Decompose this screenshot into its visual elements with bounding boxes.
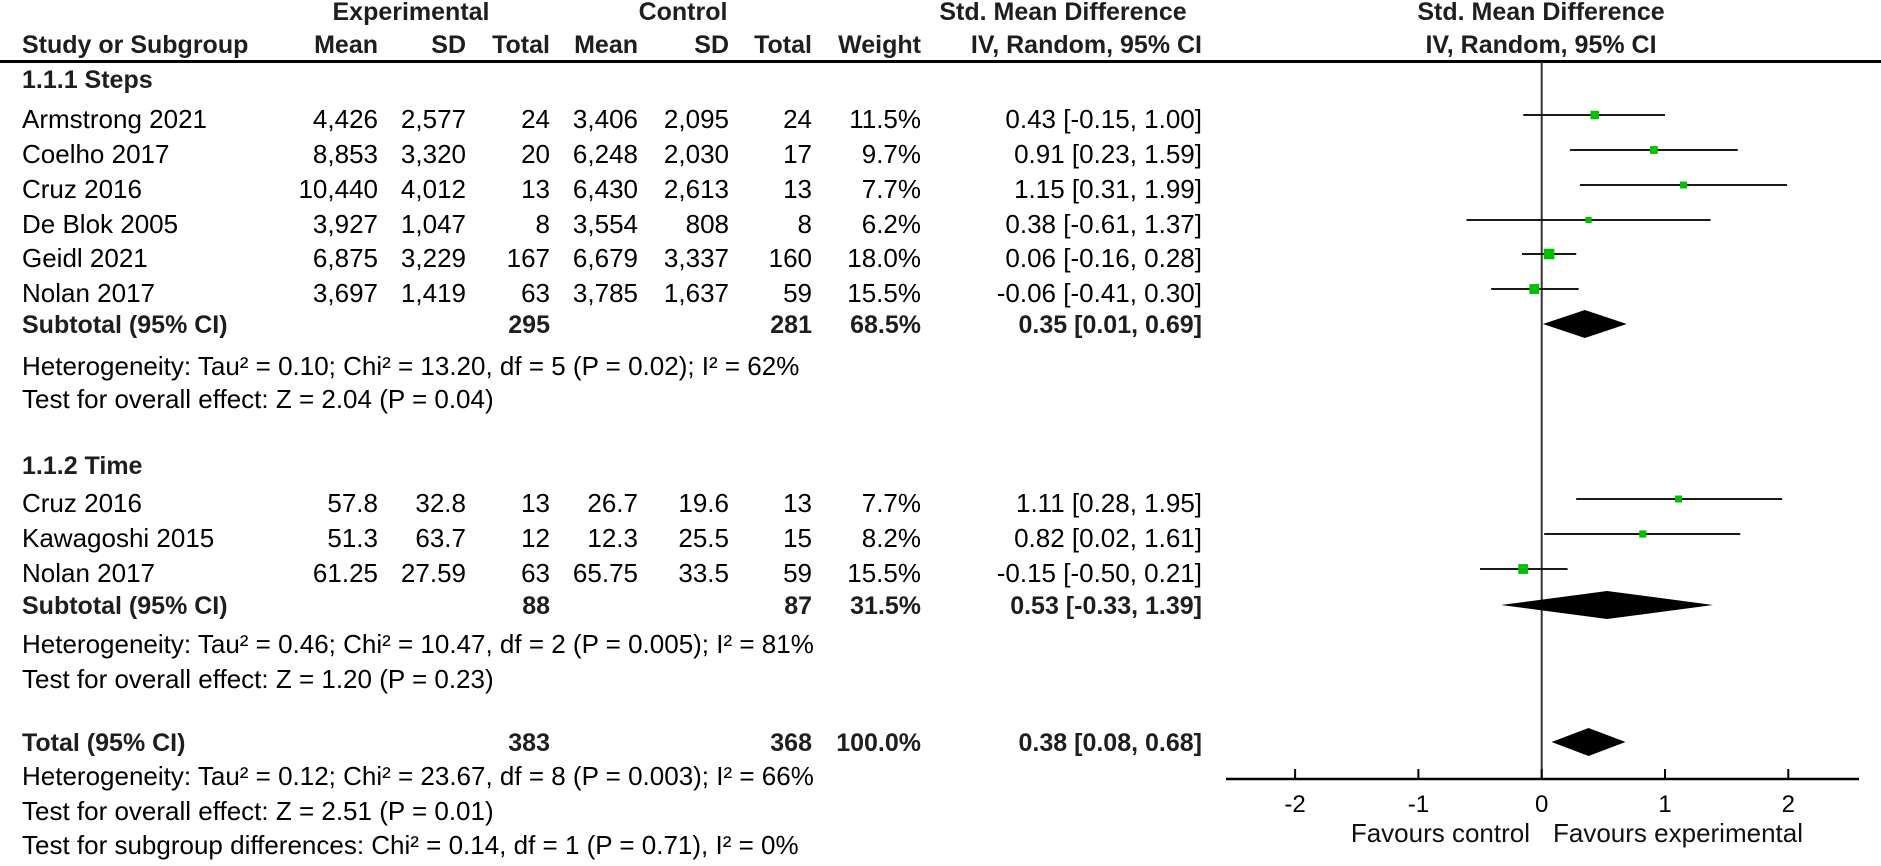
experimental-sd: 63.7 <box>415 523 466 553</box>
study-smd-ci: -0.06 [-0.41, 0.30] <box>996 278 1202 308</box>
subtotal-smd-ci: 0.35 [0.01, 0.69] <box>1018 311 1202 339</box>
total-weight: 100.0% <box>836 729 921 757</box>
total-experimental-total: 383 <box>508 729 550 757</box>
axis-tick-label: 0 <box>1535 791 1549 818</box>
control-total: 15 <box>783 523 812 553</box>
experimental-total: 24 <box>521 104 550 134</box>
experimental-mean: 3,697 <box>312 278 378 308</box>
control-sd: 2,030 <box>663 139 729 169</box>
experimental-total-header: Total <box>492 31 550 59</box>
study-weight: 15.5% <box>847 278 921 308</box>
experimental-sd-header: SD <box>431 31 466 59</box>
control-total: 17 <box>783 139 812 169</box>
control-mean: 26.7 <box>587 488 638 518</box>
control-sd: 3,337 <box>663 243 729 273</box>
subgroup-title: 1.1.1 Steps <box>22 66 153 94</box>
axis-tick-label: 1 <box>1658 791 1672 818</box>
heterogeneity-row <box>0 629 1881 659</box>
total-control-total: 368 <box>770 729 812 757</box>
favours-control-label: Favours control <box>1350 818 1530 848</box>
control-sd: 25.5 <box>678 523 729 553</box>
study-row <box>0 523 1881 553</box>
total-row <box>0 728 1881 758</box>
subgroup-differences-text: Test for subgroup differences: Chi² = 0.14, df = 1 (P = 0.71), I² = 0% <box>22 830 799 860</box>
overall-effect-row <box>0 664 1881 694</box>
study-name: De Blok 2005 <box>22 209 179 239</box>
study-smd-ci: 1.11 [0.28, 1.95] <box>1016 488 1202 518</box>
study-smd-ci: 0.43 [-0.15, 1.00] <box>1005 104 1202 134</box>
subgroup-title-row <box>0 451 1881 481</box>
study-weight: 7.7% <box>861 488 921 518</box>
axis-tick-label: 2 <box>1781 791 1795 818</box>
overall-effect-row <box>0 384 1881 414</box>
experimental-total: 20 <box>521 139 550 169</box>
study-row <box>0 174 1881 204</box>
total-label: Total (95% CI) <box>22 729 186 757</box>
study-name: Armstrong 2021 <box>22 104 207 134</box>
study-name: Cruz 2016 <box>22 488 142 518</box>
study-row <box>0 104 1881 134</box>
study-smd-ci: 1.15 [0.31, 1.99] <box>1014 174 1202 204</box>
experimental-sd: 32.8 <box>415 488 466 518</box>
control-mean: 3,785 <box>572 278 638 308</box>
subtotal-row <box>0 591 1881 621</box>
control-sd: 808 <box>685 209 729 239</box>
weight-header: Weight <box>838 31 921 59</box>
overall-effect-text: Test for overall effect: Z = 2.04 (P = 0.04) <box>22 384 494 414</box>
experimental-mean: 6,875 <box>312 243 378 273</box>
study-name: Geidl 2021 <box>22 243 148 273</box>
experimental-sd: 3,229 <box>400 243 466 273</box>
total-heterogeneity-row <box>0 761 1881 791</box>
study-weight: 15.5% <box>847 558 921 588</box>
experimental-sd: 27.59 <box>400 558 466 588</box>
study-name: Nolan 2017 <box>22 558 155 588</box>
control-total: 59 <box>783 558 812 588</box>
control-sd-header: SD <box>694 31 729 59</box>
heterogeneity-text: Heterogeneity: Tau² = 0.10; Chi² = 13.20, df = 5 (P = 0.02); I² = 62% <box>22 351 800 381</box>
control-mean: 6,248 <box>572 139 638 169</box>
experimental-total: 13 <box>521 488 550 518</box>
control-total: 59 <box>783 278 812 308</box>
subtotal-control-total: 87 <box>784 592 812 620</box>
study-row <box>0 488 1881 518</box>
experimental-total: 63 <box>521 278 550 308</box>
method-plot-header: IV, Random, 95% CI <box>1425 31 1657 59</box>
control-mean: 6,679 <box>572 243 638 273</box>
axis-tick-label: -1 <box>1407 791 1430 818</box>
control-group-header: Control <box>638 0 728 26</box>
method-table-header: IV, Random, 95% CI <box>970 31 1202 59</box>
control-total: 160 <box>768 243 812 273</box>
experimental-total: 12 <box>521 523 550 553</box>
experimental-total: 8 <box>535 209 550 239</box>
control-mean: 3,406 <box>572 104 638 134</box>
study-row <box>0 243 1881 273</box>
total-heterogeneity-text: Heterogeneity: Tau² = 0.12; Chi² = 23.67, df = 8 (P = 0.003); I² = 66% <box>22 761 814 791</box>
subtotal-label: Subtotal (95% CI) <box>22 592 228 620</box>
subtotal-weight: 68.5% <box>850 311 921 339</box>
experimental-sd: 1,419 <box>400 278 466 308</box>
study-column-header: Study or Subgroup <box>22 31 249 59</box>
experimental-mean: 61.25 <box>312 558 378 588</box>
control-total-header: Total <box>754 31 812 59</box>
study-row <box>0 278 1881 308</box>
control-mean: 3,554 <box>572 209 638 239</box>
favours-experimental-label: Favours experimental <box>1553 818 1803 848</box>
subtotal-row <box>0 310 1881 340</box>
control-sd: 33.5 <box>678 558 729 588</box>
total-smd-ci: 0.38 [0.08, 0.68] <box>1018 729 1202 757</box>
study-weight: 8.2% <box>861 523 921 553</box>
study-smd-ci: 0.06 [-0.16, 0.28] <box>1005 243 1202 273</box>
subtotal-label: Subtotal (95% CI) <box>22 311 228 339</box>
control-total: 8 <box>797 209 812 239</box>
control-total: 13 <box>783 488 812 518</box>
study-name: Cruz 2016 <box>22 174 142 204</box>
subtotal-weight: 31.5% <box>850 592 921 620</box>
control-mean-header: Mean <box>574 31 638 59</box>
experimental-mean: 10,440 <box>298 174 378 204</box>
experimental-mean: 51.3 <box>327 523 378 553</box>
total-overall-effect-row <box>0 796 1881 826</box>
study-name: Coelho 2017 <box>22 139 170 169</box>
study-name: Kawagoshi 2015 <box>22 523 215 553</box>
smd-table-header: Std. Mean Difference <box>939 0 1187 26</box>
study-row <box>0 139 1881 169</box>
experimental-mean: 4,426 <box>312 104 378 134</box>
experimental-group-header: Experimental <box>332 0 490 26</box>
overall-effect-text: Test for overall effect: Z = 1.20 (P = 0.23) <box>22 664 494 694</box>
header-group-row <box>0 0 1881 27</box>
control-total: 13 <box>783 174 812 204</box>
experimental-sd: 2,577 <box>400 104 466 134</box>
study-smd-ci: 0.82 [0.02, 1.61] <box>1014 523 1202 553</box>
control-mean: 65.75 <box>572 558 638 588</box>
study-weight: 18.0% <box>847 243 921 273</box>
experimental-sd: 1,047 <box>400 209 466 239</box>
control-sd: 1,637 <box>663 278 729 308</box>
experimental-mean-header: Mean <box>314 31 378 59</box>
control-mean: 12.3 <box>587 523 638 553</box>
experimental-total: 167 <box>506 243 550 273</box>
study-weight: 6.2% <box>861 209 921 239</box>
column-header-row <box>0 30 1881 60</box>
heterogeneity-text: Heterogeneity: Tau² = 0.46; Chi² = 10.47, df = 2 (P = 0.005); I² = 81% <box>22 629 814 659</box>
subgroup-differences-row <box>0 830 1881 860</box>
experimental-total: 13 <box>521 174 550 204</box>
experimental-mean: 3,927 <box>312 209 378 239</box>
study-row <box>0 209 1881 239</box>
experimental-mean: 57.8 <box>327 488 378 518</box>
control-sd: 2,095 <box>663 104 729 134</box>
subgroup-title-row <box>0 65 1881 95</box>
control-mean: 6,430 <box>572 174 638 204</box>
study-smd-ci: -0.15 [-0.50, 0.21] <box>996 558 1202 588</box>
study-weight: 9.7% <box>861 139 921 169</box>
header-divider <box>0 60 1881 63</box>
study-weight: 7.7% <box>861 174 921 204</box>
total-overall-effect-text: Test for overall effect: Z = 2.51 (P = 0.01) <box>22 796 494 826</box>
subtotal-control-total: 281 <box>770 311 812 339</box>
control-sd: 19.6 <box>678 488 729 518</box>
subgroup-title: 1.1.2 Time <box>22 452 143 480</box>
smd-plot-header: Std. Mean Difference <box>1417 0 1665 26</box>
study-smd-ci: 0.91 [0.23, 1.59] <box>1014 139 1202 169</box>
experimental-total: 63 <box>521 558 550 588</box>
heterogeneity-row <box>0 351 1881 381</box>
study-weight: 11.5% <box>849 104 921 134</box>
experimental-sd: 3,320 <box>400 139 466 169</box>
experimental-sd: 4,012 <box>400 174 466 204</box>
subtotal-smd-ci: 0.53 [-0.33, 1.39] <box>1010 592 1202 620</box>
subtotal-experimental-total: 295 <box>508 311 550 339</box>
control-total: 24 <box>783 104 812 134</box>
axis-tick-label: -2 <box>1284 791 1306 818</box>
study-row <box>0 558 1881 588</box>
control-sd: 2,613 <box>663 174 729 204</box>
study-smd-ci: 0.38 [-0.61, 1.37] <box>1005 209 1202 239</box>
study-name: Nolan 2017 <box>22 278 155 308</box>
subtotal-experimental-total: 88 <box>522 592 550 620</box>
experimental-mean: 8,853 <box>312 139 378 169</box>
